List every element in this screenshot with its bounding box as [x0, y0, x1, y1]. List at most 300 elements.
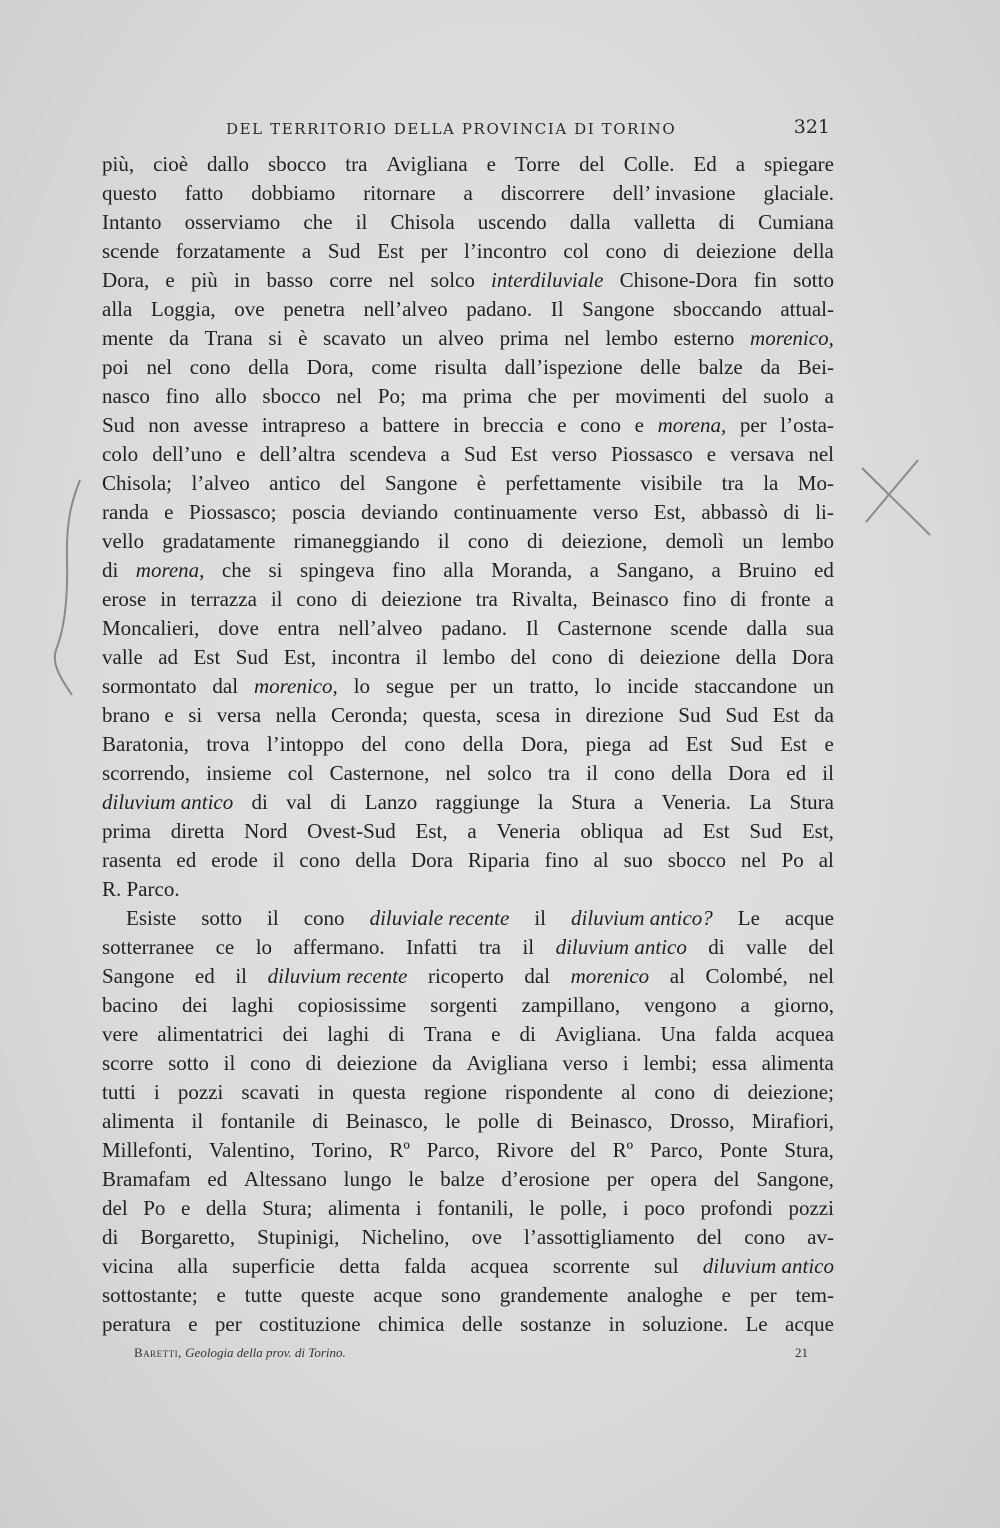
word: un — [742, 529, 764, 553]
word: acque — [373, 1283, 423, 1307]
word: Dora — [728, 761, 771, 785]
word: ed — [786, 761, 807, 785]
italic-word: morenico — [570, 964, 650, 988]
word: Casternone, — [329, 761, 430, 785]
word: giorno, — [773, 993, 834, 1017]
word: tra — [547, 761, 571, 785]
word: Moncalieri, — [102, 616, 200, 640]
word: alla — [177, 1254, 208, 1278]
word: a — [359, 413, 369, 437]
word: di — [708, 935, 725, 959]
word: val — [286, 790, 312, 814]
word: Rivalta, — [511, 587, 578, 611]
word: staccandone — [694, 674, 798, 698]
word: a — [467, 819, 477, 843]
text-line — [102, 817, 834, 846]
word: di — [607, 645, 625, 669]
word: e — [180, 1196, 191, 1220]
text-line — [102, 1020, 834, 1049]
word: balze — [440, 1167, 485, 1191]
word: nel — [336, 384, 363, 408]
word: Sud — [678, 703, 711, 727]
cross-mark — [862, 460, 930, 535]
word: ove — [471, 1225, 502, 1249]
word: laghi — [327, 1022, 370, 1046]
word: acque — [784, 906, 834, 930]
word: osserviamo — [184, 210, 281, 234]
word: Sud — [749, 819, 783, 843]
word: col — [287, 761, 314, 785]
word: tra — [475, 587, 498, 611]
word: per — [749, 1283, 777, 1307]
word: verso — [562, 1051, 609, 1075]
italic-word: morenico, — [750, 326, 834, 350]
word: Dora, — [520, 732, 569, 756]
word: Torre — [514, 152, 561, 176]
word: la — [537, 790, 553, 814]
word: il — [822, 761, 834, 785]
word: lungo — [343, 1167, 392, 1191]
word: pozzi — [788, 1196, 834, 1220]
word: R. Parco. — [102, 877, 180, 901]
word: un — [812, 674, 834, 698]
word: al — [621, 1080, 637, 1104]
word: deviando — [361, 500, 439, 524]
text-line — [102, 1107, 834, 1136]
text-line — [102, 585, 834, 614]
word: le — [408, 1167, 424, 1191]
word: Mo- — [797, 471, 834, 495]
word: cono — [614, 761, 655, 785]
word: cono — [189, 355, 231, 379]
word: polle — [477, 1109, 520, 1133]
word: dei — [182, 993, 208, 1017]
word: nasco — [102, 384, 150, 408]
word: segue — [385, 674, 434, 698]
word: ed — [814, 558, 834, 582]
word: gradatamente — [162, 529, 276, 553]
word: di — [102, 558, 119, 582]
word: della — [355, 848, 397, 872]
italic-word: morena, — [135, 558, 205, 582]
word: di — [330, 790, 347, 814]
word: Sud — [102, 413, 135, 437]
word: le — [529, 1196, 545, 1220]
word: solco — [430, 268, 475, 292]
word: a — [463, 181, 473, 205]
word: Est — [702, 819, 730, 843]
word: è — [476, 471, 487, 495]
word: di — [312, 1109, 329, 1133]
word: sotto — [168, 1051, 209, 1075]
word: Sud — [730, 732, 763, 756]
word: il — [522, 935, 535, 959]
word: peratura — [102, 1312, 171, 1336]
word: perfettamente — [505, 471, 621, 495]
word: Stupinigi, — [257, 1225, 340, 1249]
word: di — [526, 529, 544, 553]
word: direzione — [585, 703, 664, 727]
word: esterno — [673, 326, 735, 350]
word: Esiste — [126, 906, 177, 930]
text-line — [102, 991, 834, 1020]
word: rasenta — [102, 848, 162, 872]
word: Dora, — [306, 355, 354, 379]
word: a — [735, 152, 746, 176]
word: da — [814, 703, 834, 727]
word: del — [339, 471, 366, 495]
word: col — [563, 239, 590, 263]
text-line — [102, 643, 834, 672]
word: cono — [654, 1080, 696, 1104]
word: continuamente — [453, 500, 578, 524]
word: Stura; — [262, 1196, 313, 1220]
word: cono — [605, 239, 647, 263]
word: intrapreso — [261, 413, 346, 437]
word: Est — [780, 732, 808, 756]
word: chimica — [378, 1312, 445, 1336]
margin-bracket-mark — [55, 480, 80, 695]
word: solco — [487, 761, 532, 785]
word: fin — [753, 268, 777, 292]
word: movimenti — [615, 384, 707, 408]
word: sul — [654, 1254, 679, 1278]
word: Moranda, — [491, 558, 573, 582]
word: e — [486, 152, 496, 176]
page-number: 321 — [793, 116, 830, 138]
word: al — [818, 848, 834, 872]
word: essa — [711, 1051, 747, 1075]
word: a — [589, 558, 599, 582]
italic-word: diluvium antico — [702, 1254, 834, 1278]
word: opera — [650, 1167, 698, 1191]
word: tratto, — [529, 674, 579, 698]
word: acque — [785, 1312, 834, 1336]
word: grandemente — [499, 1283, 609, 1307]
word: regione — [423, 1080, 487, 1104]
word: Veneria — [496, 819, 561, 843]
word: che — [303, 210, 333, 234]
word: Po — [781, 848, 804, 872]
text-line — [102, 875, 834, 904]
word: sbocco — [262, 384, 321, 408]
word: Sud — [725, 703, 759, 727]
word: dell’altra — [259, 442, 336, 466]
word: risulta — [434, 355, 488, 379]
word: deiezione — [639, 645, 721, 669]
italic-word: morenico, — [254, 674, 338, 698]
word: fino — [682, 587, 717, 611]
word: scende — [102, 239, 160, 263]
word: ed — [176, 848, 197, 872]
text-line — [102, 730, 834, 759]
word: cioè — [153, 152, 189, 176]
word: nell’alveo — [363, 297, 448, 321]
word: dobbiamo — [251, 181, 336, 205]
word: e — [557, 413, 567, 437]
word: Intanto — [102, 210, 162, 234]
word: scorrente — [552, 1254, 630, 1278]
word: uscendo — [477, 210, 547, 234]
word: del — [579, 152, 605, 176]
text-line — [102, 672, 834, 701]
text-line — [102, 527, 834, 556]
word: Beinasco, — [570, 1109, 653, 1133]
word: e — [634, 413, 644, 437]
word: delle — [461, 1312, 503, 1336]
word: cono — [744, 1225, 786, 1249]
word: Una — [660, 1022, 696, 1046]
text-line — [102, 904, 834, 933]
word: poi — [102, 355, 129, 379]
word: suolo — [763, 384, 809, 408]
text-line — [102, 411, 834, 440]
word: Bei- — [797, 355, 834, 379]
word: alimenta — [102, 1109, 175, 1133]
word: scavato — [323, 326, 387, 350]
word: Sud — [327, 239, 361, 263]
word: fino — [165, 384, 200, 408]
word: costituzione — [259, 1312, 361, 1336]
word: che — [527, 384, 557, 408]
word: i — [622, 1196, 629, 1220]
word: Chisone-Dora — [619, 268, 738, 292]
word: un — [401, 326, 423, 350]
word: dallo — [207, 152, 250, 176]
word: fino — [544, 848, 579, 872]
word: lo — [594, 674, 612, 698]
word: si — [268, 326, 283, 350]
word: di — [351, 587, 368, 611]
word: deiezione, — [561, 529, 648, 553]
word: soluzione. — [642, 1312, 729, 1336]
word: vello — [102, 529, 144, 553]
word: fatto — [184, 181, 224, 205]
word: penetra — [283, 297, 345, 321]
word: da — [431, 1051, 452, 1075]
text-line — [102, 440, 834, 469]
word: in — [554, 703, 572, 727]
word: ce — [215, 935, 235, 959]
word: queste — [300, 1283, 355, 1307]
word: diretta — [170, 819, 225, 843]
word: Altessano — [244, 1167, 327, 1191]
running-header — [100, 116, 830, 144]
word: sostanze — [520, 1312, 592, 1336]
word: del — [713, 1167, 740, 1191]
word: tra — [478, 935, 502, 959]
word: dei — [282, 1022, 309, 1046]
text-line — [102, 353, 834, 382]
word: acquea — [775, 1022, 834, 1046]
text-line — [102, 962, 834, 991]
word: incide — [627, 674, 679, 698]
word: visibile — [640, 471, 703, 495]
word: dell’uno — [152, 442, 223, 466]
word: nel — [445, 761, 472, 785]
word: il — [586, 761, 598, 785]
word: delle — [640, 355, 681, 379]
word: Parco, — [649, 1138, 704, 1162]
word: dall’ispezione — [504, 355, 623, 379]
word: e — [216, 1283, 226, 1307]
word: della — [671, 761, 712, 785]
word: nel — [808, 964, 834, 988]
word: Parco, — [426, 1138, 480, 1162]
word: scorrendo, — [102, 761, 191, 785]
word: alla — [102, 297, 133, 321]
word: di — [102, 1225, 119, 1249]
word: forzatamente — [175, 239, 286, 263]
text-line — [102, 1194, 834, 1223]
word: Beinasco — [591, 587, 669, 611]
word: Colombé, — [705, 964, 788, 988]
word: Borgaretto, — [140, 1225, 236, 1249]
word: che — [221, 558, 252, 582]
word: Il — [525, 616, 539, 640]
word: il — [223, 1051, 236, 1075]
word: Chisola — [390, 210, 455, 234]
word: della — [735, 645, 777, 669]
word: e — [706, 442, 717, 466]
word: Est, — [415, 819, 448, 843]
word: ma — [421, 384, 448, 408]
word: Est — [510, 442, 538, 466]
word: del — [102, 1196, 128, 1220]
word: dal — [212, 674, 239, 698]
word: Sangone, — [756, 1167, 834, 1191]
word: il — [191, 1109, 204, 1133]
word: Ceronda; — [330, 703, 408, 727]
word: alveo — [438, 326, 484, 350]
word: alimenta — [327, 1196, 401, 1220]
word: ove — [234, 297, 265, 321]
word: ad — [663, 819, 683, 843]
word: deiezione — [381, 587, 462, 611]
word: dalla — [746, 616, 788, 640]
word: l’assottigliamento — [524, 1225, 675, 1249]
word: Sangone — [582, 297, 655, 321]
word: valletta — [633, 210, 696, 234]
word: alla — [443, 558, 474, 582]
text-line — [102, 324, 834, 353]
word: ritornare — [363, 181, 436, 205]
word: copiosissime — [297, 993, 407, 1017]
word: bacino — [102, 993, 158, 1017]
word: suo — [623, 848, 653, 872]
word: scendeva — [349, 442, 427, 466]
word: di — [663, 239, 680, 263]
word: demolì — [665, 529, 724, 553]
word: dell’ invasione — [612, 181, 736, 205]
word: l’osta- — [780, 413, 834, 437]
word: della — [462, 732, 504, 756]
word: in — [233, 268, 251, 292]
word: vicina — [102, 1254, 154, 1278]
page-footer — [134, 1345, 808, 1365]
word: non — [148, 413, 180, 437]
text-line — [102, 1310, 834, 1339]
word: nella — [275, 703, 317, 727]
word: abbassò — [701, 500, 768, 524]
word: tem- — [795, 1283, 834, 1307]
word: Veneria. — [661, 790, 731, 814]
word: il — [270, 587, 283, 611]
word: cono — [299, 848, 341, 872]
word: Riparia — [467, 848, 530, 872]
word: deiezione — [336, 1051, 418, 1075]
word: Le — [745, 1312, 768, 1336]
word: i — [415, 1196, 422, 1220]
word: scorre — [102, 1051, 154, 1075]
word: Est, — [283, 645, 316, 669]
word: e — [188, 1312, 198, 1336]
word: Stura — [789, 790, 834, 814]
word: della — [248, 355, 289, 379]
word: dal — [524, 964, 551, 988]
word: Dora — [410, 848, 453, 872]
word: Infatti — [406, 935, 458, 959]
word: di — [251, 790, 268, 814]
word: da — [168, 326, 189, 350]
body-text — [102, 150, 834, 1339]
word: incontra — [331, 645, 401, 669]
word: discorrere — [500, 181, 585, 205]
word: fontanile — [220, 1109, 296, 1133]
word: piega — [585, 732, 632, 756]
word: Est — [377, 239, 404, 263]
italic-word: diluvium recente — [267, 964, 408, 988]
word: Le — [737, 906, 760, 930]
italic-word: interdiluviale — [491, 268, 604, 292]
word: del — [696, 1225, 723, 1249]
word: Dora, — [102, 268, 150, 292]
word: fontanili, — [437, 1196, 514, 1220]
word: sua — [805, 616, 834, 640]
word: al — [593, 848, 609, 872]
word: Sud — [463, 442, 497, 466]
word: a — [301, 239, 312, 263]
text-line — [102, 150, 834, 179]
word: trova — [206, 732, 250, 756]
word: a — [824, 384, 834, 408]
word: li- — [815, 500, 834, 524]
word: prima — [499, 326, 549, 350]
word: deiezione — [696, 239, 777, 263]
word: falda — [404, 1254, 447, 1278]
word: Dora — [791, 645, 834, 669]
word: colo — [102, 442, 139, 466]
word: la — [763, 471, 779, 495]
word: da — [760, 355, 781, 379]
word: nel — [740, 848, 767, 872]
word: acquea — [470, 1254, 529, 1278]
word: Cumiana — [758, 210, 834, 234]
word: a — [440, 442, 450, 466]
word: il — [235, 964, 248, 988]
word: ad — [158, 645, 179, 669]
word: della — [205, 1196, 247, 1220]
word: spingeva — [299, 558, 375, 582]
word: del — [570, 1138, 596, 1162]
word: nel — [808, 442, 834, 466]
word: d’erosione — [501, 1167, 590, 1191]
word: sottostante; — [102, 1283, 198, 1307]
word: valle — [746, 935, 787, 959]
word: lembo — [781, 529, 834, 553]
word: in — [160, 587, 177, 611]
word: un — [492, 674, 514, 698]
